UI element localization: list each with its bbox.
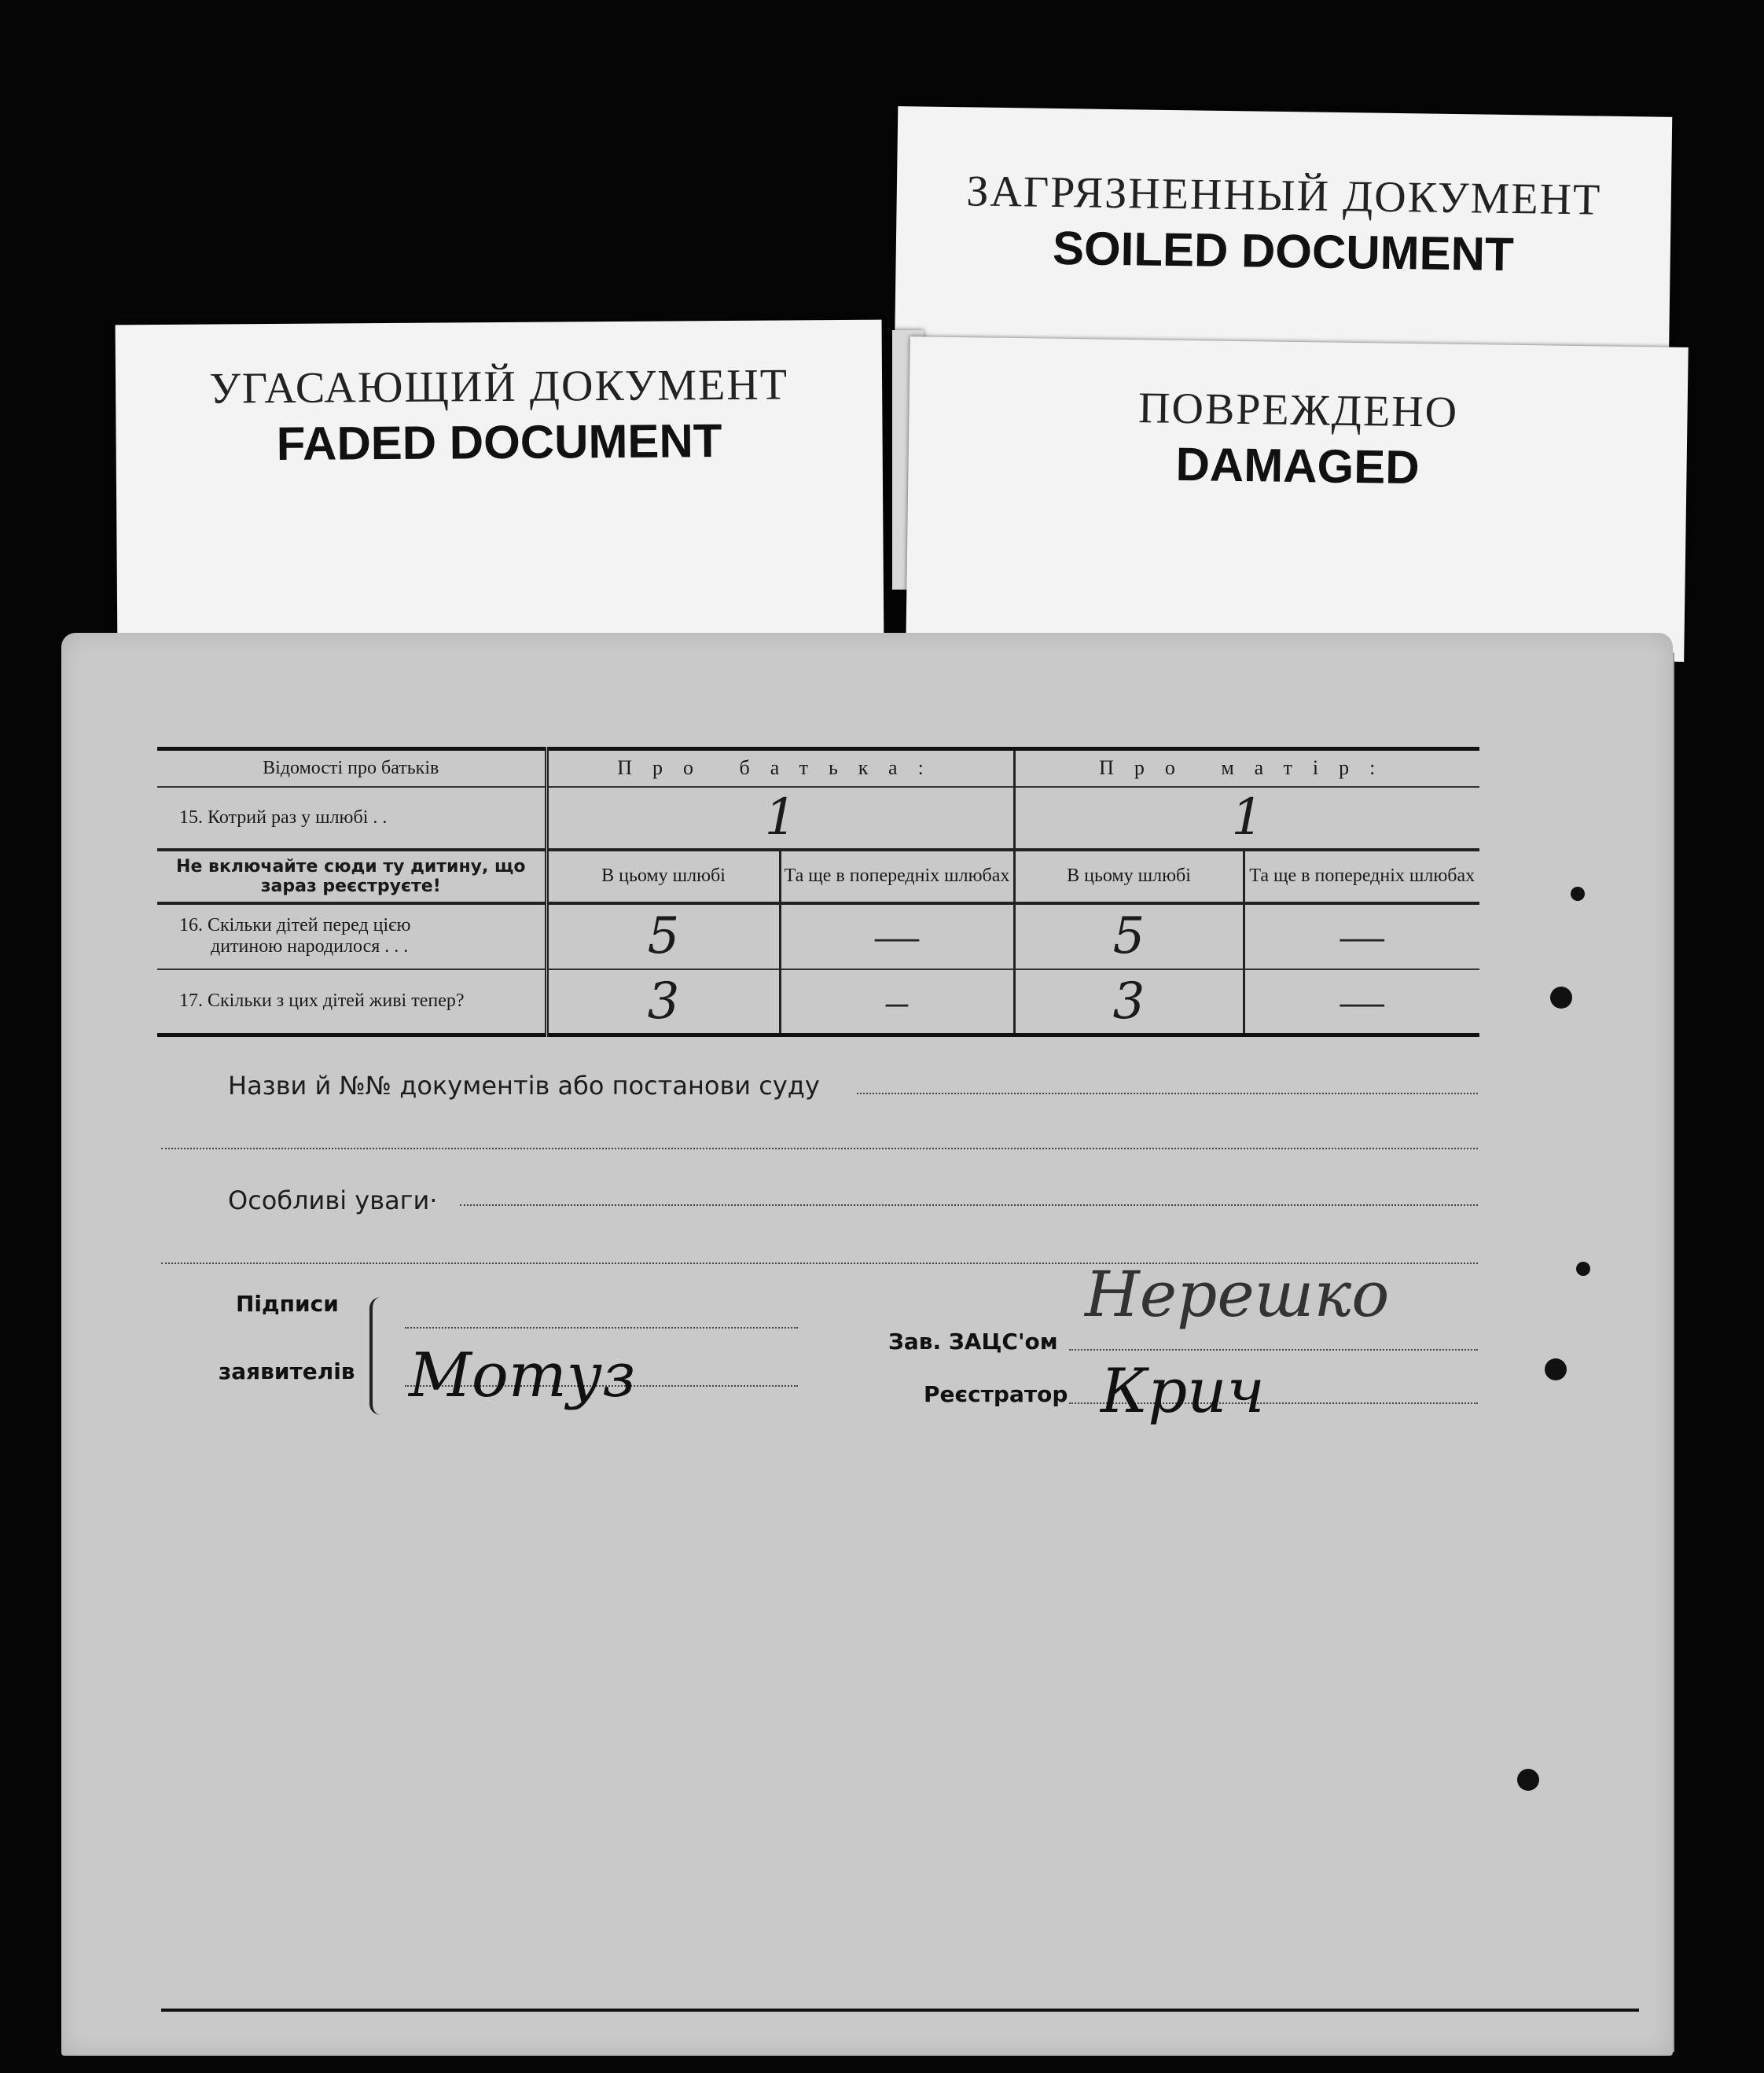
remarks-line — [460, 1204, 1478, 1206]
applicant-signature: Мотуз — [409, 1340, 636, 1411]
header-father: Про батька: — [546, 749, 1014, 787]
header-parents-info: Відомості про батьків — [263, 757, 439, 778]
applicant-sig-line-1 — [405, 1327, 798, 1329]
punch-hole — [1545, 1358, 1567, 1380]
faded-document-card — [116, 320, 884, 656]
registrar-label: Реєстратор — [924, 1381, 1068, 1407]
signature-brace — [369, 1297, 387, 1415]
damaged-en-label: DAMAGED — [1175, 437, 1420, 494]
head-zags-label: Зав. ЗАЦС'ом — [888, 1329, 1058, 1354]
registrar-signature: Крич — [1101, 1356, 1266, 1427]
row16-label-line2: дитиною народилося . . . — [211, 936, 409, 957]
soiled-en-label: SOILED DOCUMENT — [1052, 221, 1515, 281]
row17-father-prev: – — [780, 969, 1014, 1035]
applicants-label-line2: заявителів — [219, 1358, 355, 1384]
row16-mother-prev: — — [1244, 903, 1479, 969]
row16-father-this: 5 — [546, 903, 780, 969]
damaged-document-card — [906, 336, 1688, 662]
bottom-rule — [161, 2009, 1639, 2012]
row15-father-value: 1 — [546, 787, 1014, 850]
head-signature: Нерешко — [1085, 1258, 1390, 1331]
documents-line-2 — [161, 1148, 1478, 1149]
row16-label-line1: 16. Скільки дітей перед цією — [179, 915, 411, 935]
subhead-note: Не включайте сюди ту дитину, що зараз реєструєте! — [157, 850, 546, 903]
parents-info-table — [157, 747, 1479, 1037]
punch-hole — [1517, 1769, 1539, 1791]
remarks-field-label: Особливі уваги· — [228, 1185, 438, 1215]
row16-father-prev: — — [780, 903, 1014, 969]
row17-mother-this: 3 — [1014, 969, 1244, 1035]
subhead-father-prev: Та ще в попередніх шлюбах — [780, 850, 1014, 903]
documents-field-label: Назви й №№ документів або постанови суду — [228, 1071, 820, 1101]
row16-label — [157, 903, 546, 969]
row17-label: 17. Скільки з цих дітей живі тепер? — [157, 969, 546, 1035]
subhead-mother-prev: Та ще в попередніх шлюбах — [1244, 850, 1479, 903]
subhead-mother-this: В цьому шлюбі — [1014, 850, 1244, 903]
soiled-document-card — [895, 106, 1673, 377]
soiled-ru-label: ЗАГРЯЗНЕННЫЙ ДОКУМЕНТ — [965, 167, 1602, 225]
faded-ru-label: УГАСАЮЩИЙ ДОКУМЕНТ — [209, 360, 789, 413]
faded-en-label: FADED DOCUMENT — [276, 414, 722, 470]
header-mother: Про матір: — [1014, 749, 1479, 787]
row17-father-this: 3 — [546, 969, 780, 1035]
row17-mother-prev: — — [1244, 969, 1479, 1035]
documents-line — [857, 1093, 1478, 1094]
damage-spot — [1576, 1262, 1590, 1276]
punch-hole — [1550, 987, 1572, 1009]
damaged-ru-label: ПОВРЕЖДЕНО — [1137, 384, 1459, 437]
head-sig-line — [1069, 1349, 1478, 1351]
row15-label: 15. Котрий раз у шлюбі . . — [157, 787, 546, 850]
damage-spot — [1571, 887, 1585, 901]
row15-mother-value: 1 — [1014, 787, 1479, 850]
applicants-label-line1: Підписи — [236, 1291, 339, 1317]
subhead-father-this: В цьому шлюбі — [546, 850, 780, 903]
row16-mother-this: 5 — [1014, 903, 1244, 969]
